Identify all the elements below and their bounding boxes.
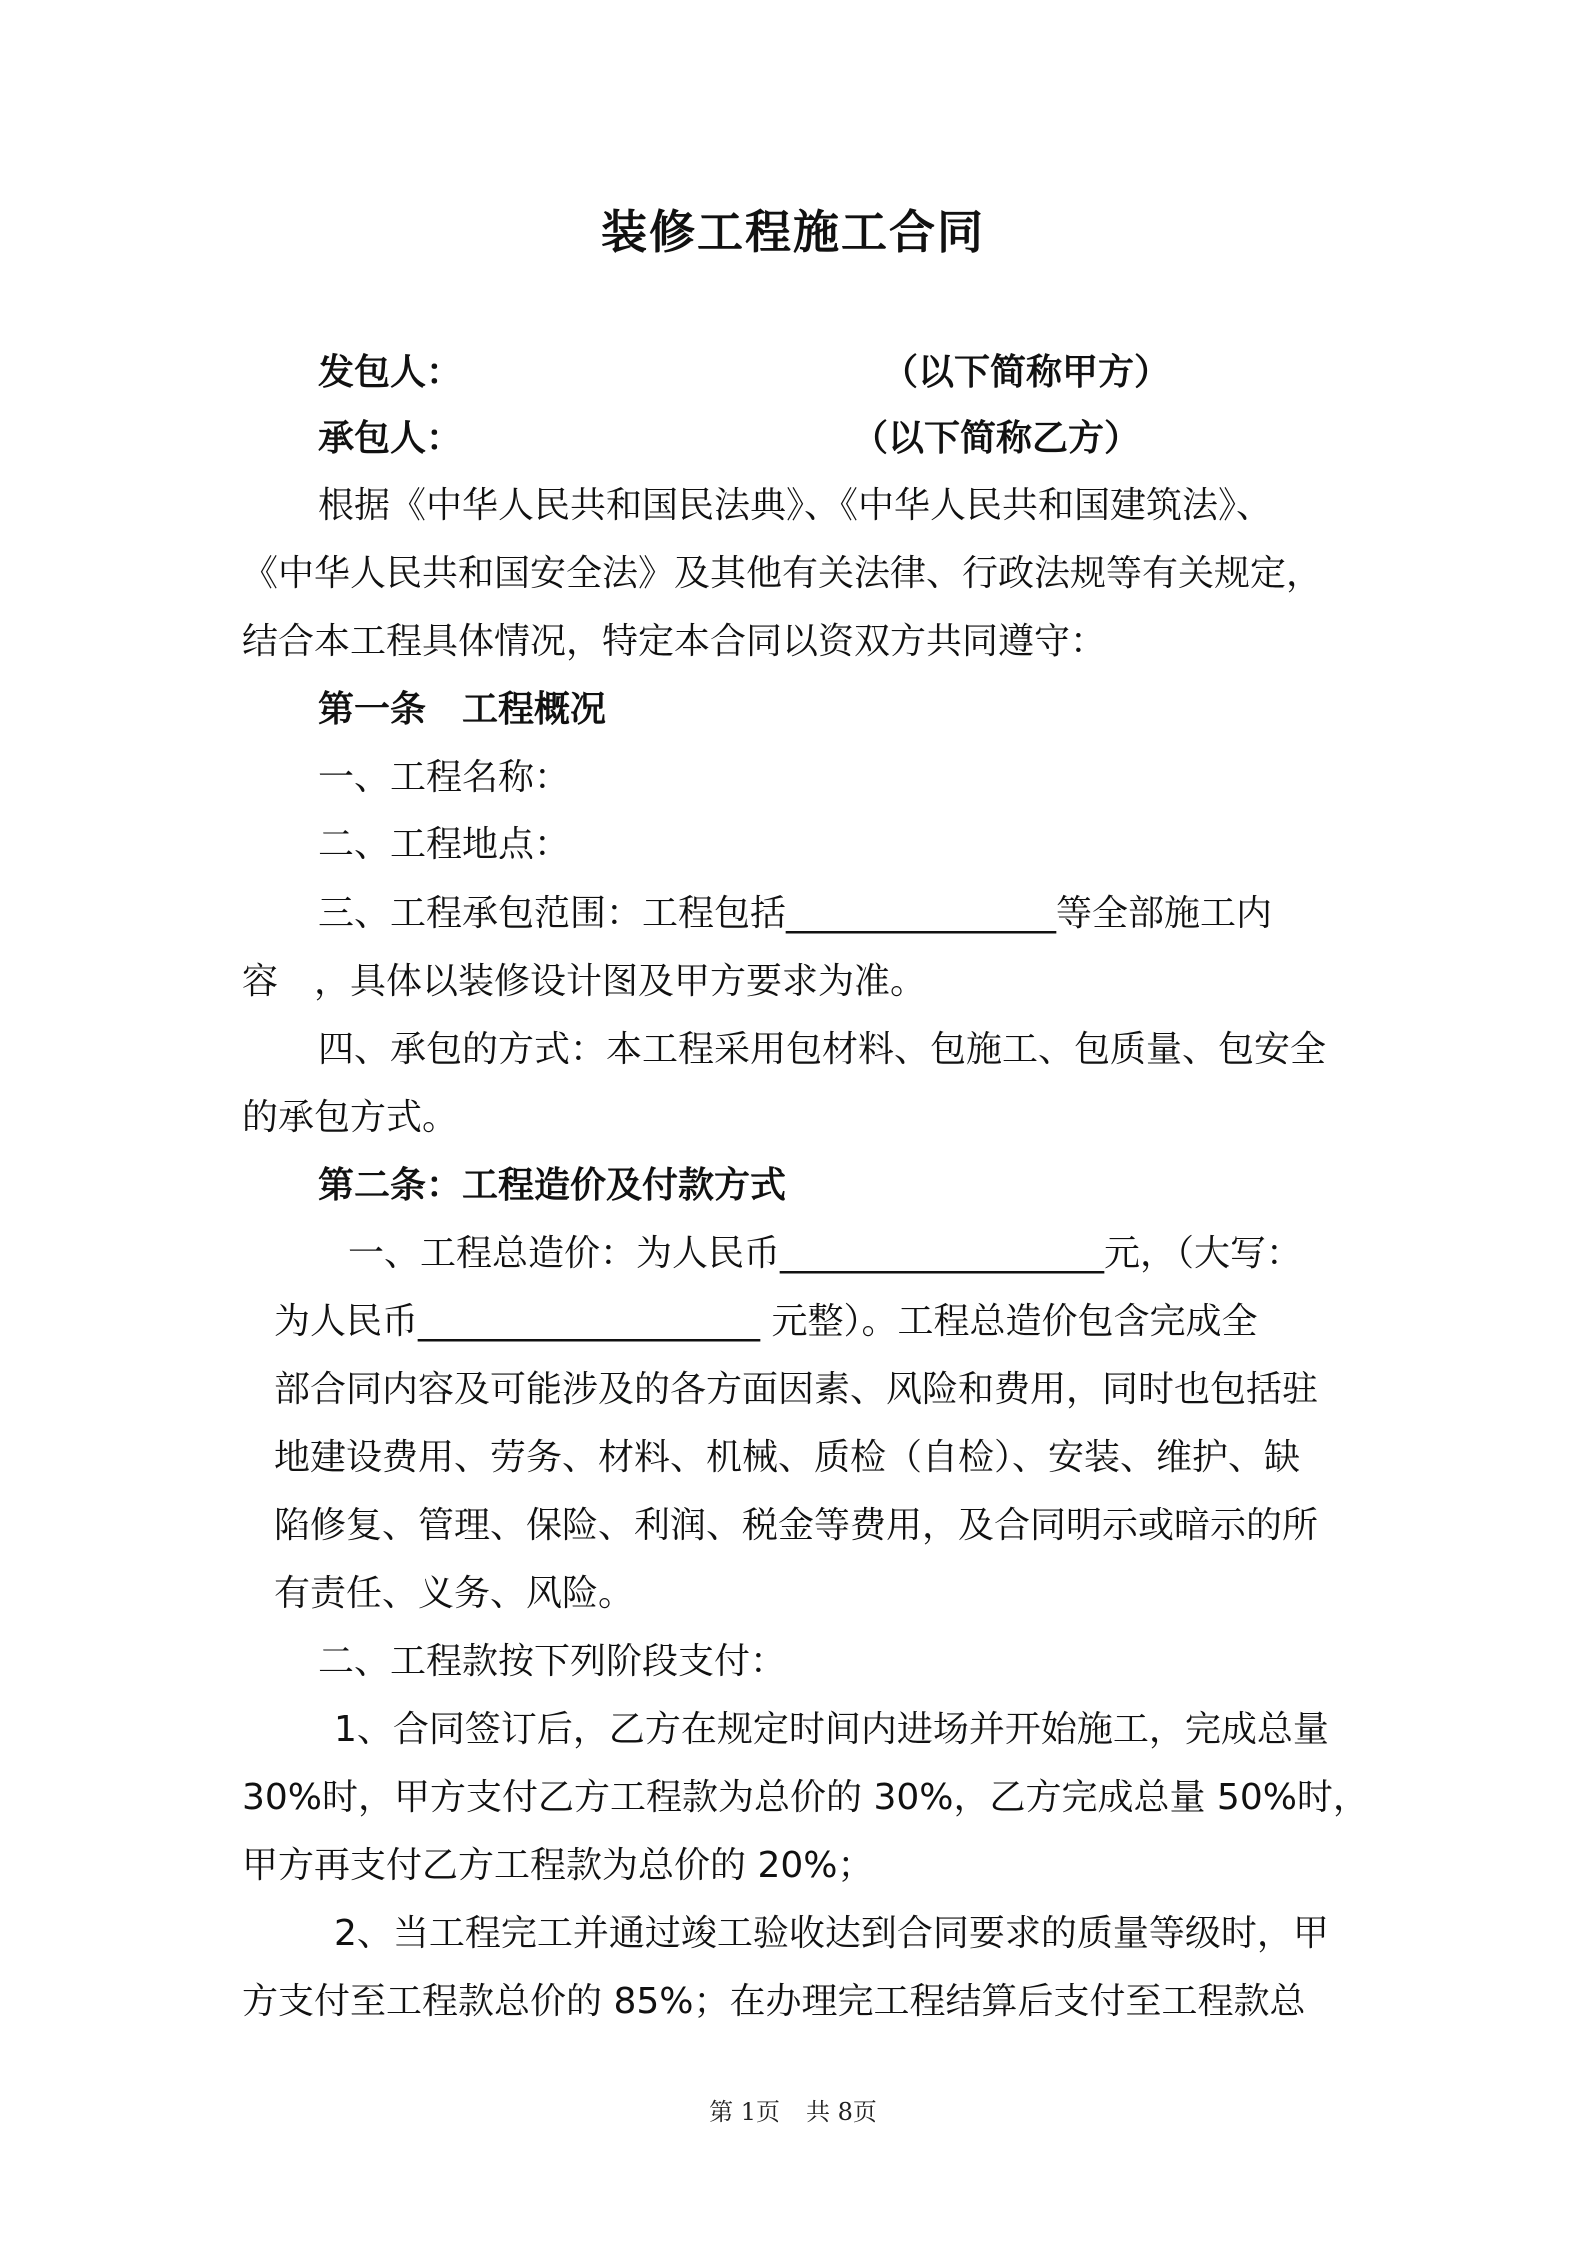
contract-method-line: 的承包方式。 (242, 1097, 459, 1138)
payment-stage-1-line: 甲方再支付乙方工程款为总价的 20%； (242, 1845, 874, 1886)
document-title: 装修工程施工合同 (601, 205, 985, 259)
scope-item-line: 三、工程承包范围：工程包括_______________等全部施工内 (318, 893, 1273, 934)
page-footer (0, 2092, 1586, 2127)
total-price-line: 为人民币___________________ 元整）。工程总造价包含完成全 (274, 1301, 1258, 1342)
project-location-item: 二、工程地点： (318, 824, 571, 865)
preamble-line: 根据《中华人民共和国民法典》、《中华人民共和国建筑法》、 (318, 485, 1273, 526)
total-price-line: 陷修复、管理、保险、利润、税金等费用，及合同明示或暗示的所 (274, 1505, 1319, 1546)
project-name-item: 一、工程名称： (318, 757, 571, 798)
payment-stage-2-line: 方支付至工程款总价的 85%；在办理完工程结算后支付至工程款总 (242, 1981, 1306, 2022)
payment-stage-1-line: 30%时，甲方支付乙方工程款为总价的 30%，乙方完成总量 50%时， (242, 1777, 1369, 1818)
party-b-note: （以下简称乙方） (852, 418, 1141, 459)
scope-item-line: 容 ，具体以装修设计图及甲方要求为准。 (242, 961, 927, 1002)
total-price-line: 地建设费用、劳务、材料、机械、质检（自检）、安装、维护、缺 (274, 1437, 1301, 1478)
party-a-label: 发包人： (318, 352, 463, 393)
total-price-line: 有责任、义务、风险。 (274, 1573, 635, 1614)
preamble-line: 结合本工程具体情况，特定本合同以资双方共同遵守： (242, 621, 1107, 662)
total-price-line: 部合同内容及可能涉及的各方面因素、风险和费用，同时也包括驻 (274, 1369, 1319, 1410)
contract-method-line: 四、承包的方式：本工程采用包材料、包施工、包质量、包安全 (318, 1029, 1327, 1070)
page-total: 共 8页 (806, 2098, 877, 2126)
article-2-heading: 第二条：工程造价及付款方式 (318, 1165, 787, 1206)
preamble-line: 《中华人民共和国安全法》及其他有关法律、行政法规等有关规定， (242, 553, 1323, 594)
payment-stages-heading: 二、工程款按下列阶段支付： (318, 1641, 787, 1682)
total-price-line: 一、工程总造价：为人民币__________________元，（大写： (348, 1233, 1303, 1274)
party-b-label: 承包人： (318, 418, 463, 459)
article-1-heading: 第一条 工程概况 (318, 689, 607, 730)
payment-stage-2-line: 2、当工程完工并通过竣工验收达到合同要求的质量等级时，甲 (334, 1913, 1329, 1954)
party-a-note: （以下简称甲方） (882, 352, 1171, 393)
page-number: 第 1页 (709, 2098, 780, 2126)
payment-stage-1-line: 1、合同签订后，乙方在规定时间内进场并开始施工，完成总量 (334, 1709, 1329, 1750)
